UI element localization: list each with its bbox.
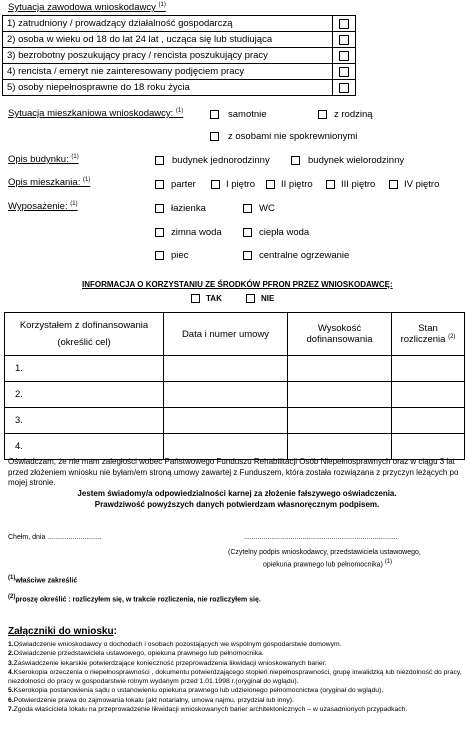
- funding-cell[interactable]: [288, 356, 392, 382]
- footnote-2: [8, 594, 261, 603]
- work-situation-checkbox[interactable]: [339, 19, 349, 29]
- funding-cell[interactable]: [392, 356, 465, 382]
- building-multi-label: budynek wielorodzinny: [308, 155, 405, 166]
- attachment-item: [8, 649, 468, 658]
- work-situation-checkbox-cell: [333, 32, 356, 48]
- work-situation-row: [3, 16, 356, 32]
- col-header-amount-line1: Wysokość: [317, 323, 362, 334]
- col-header-status-text: rozliczenia: [400, 334, 446, 346]
- pfron-no-checkbox[interactable]: [246, 294, 255, 303]
- footnote-ref: (1): [158, 2, 166, 8]
- work-situation-checkbox[interactable]: [339, 35, 349, 45]
- funding-table: [4, 312, 465, 460]
- funding-cell[interactable]: [164, 434, 288, 460]
- pfron-no-label: NIE: [261, 294, 275, 303]
- flat-floor1-label: I piętro: [226, 179, 256, 190]
- work-situation-row: [3, 48, 356, 64]
- footnote-ref: (1): [384, 559, 393, 565]
- attachment-text: Kserokopia orzeczenia o niepełnosprawności , dokumentu potwierdzającego stopień niepełnosprawności, grupę inwalidzką lub niezdolność do pracy, niezdolności do pracy w gospodarstwie rolnym wydanym przed 1.01.1998 r.(oryginał do wglądu).: [8, 668, 462, 686]
- equipment-label-text: Wyposażenie:: [8, 201, 68, 213]
- attachment-item: [8, 686, 468, 695]
- attachment-item: [8, 659, 468, 668]
- equip-heating-label: centralne ogrzewanie: [259, 250, 350, 261]
- flat-label-text: Opis mieszkania:: [8, 177, 81, 189]
- flat-floor4-checkbox[interactable]: [389, 180, 398, 189]
- footnote-ref: (1): [82, 177, 91, 183]
- signature-line: ...............................................................................: [244, 534, 398, 541]
- equip-bathroom-label: łazienka: [171, 203, 206, 214]
- equip-wc-label: WC: [259, 203, 275, 214]
- footnote-1: [8, 575, 77, 584]
- equip-hotwater-checkbox[interactable]: [243, 228, 252, 237]
- declaration-bold-1: Jestem świadomy/a odpowiedzialności karnej za złożenie fałszywego oświadczenia.: [77, 489, 397, 498]
- flat-floor3-checkbox[interactable]: [326, 180, 335, 189]
- footnote-2-marker: (2): [8, 594, 16, 600]
- footnote-1-marker: (1): [8, 575, 16, 581]
- funding-row-number-cell[interactable]: [5, 382, 164, 408]
- signature-caption-2: [263, 559, 392, 568]
- housing-alone-label: samotnie: [228, 109, 267, 120]
- funding-row-number-cell[interactable]: [5, 408, 164, 434]
- work-situation-row: [3, 80, 356, 96]
- work-situation-table: [2, 15, 356, 96]
- attachment-text: Zaświadczenie lekarskie potwierdzające konieczność przeprowadzenia likwidacji wnioskowanych barier.: [13, 659, 327, 667]
- housing-unrelated-checkbox[interactable]: [210, 132, 219, 141]
- attachment-text: Oświadczenie przedstawiciela ustawowego, opiekuna prawnego lub pełnomocnika.: [13, 650, 264, 658]
- attachments-title-text: Załączniki do wniosku: [8, 626, 114, 637]
- work-situation-checkbox-cell: [333, 80, 356, 96]
- funding-cell[interactable]: [164, 408, 288, 434]
- equip-stove-checkbox[interactable]: [155, 251, 164, 260]
- work-situation-title: [8, 2, 166, 13]
- funding-row-number-cell[interactable]: [5, 356, 164, 382]
- attachment-text: Oświadczenie wnioskodawcy o dochodach i osobach pozostających we wspólnym gospodarstwie domowym.: [13, 641, 342, 648]
- attachment-item: [8, 696, 468, 705]
- work-situation-option-label: 4) rencista / emeryt nie zainteresowany podjęciem pracy: [3, 64, 333, 80]
- pfron-yes-label: TAK: [206, 294, 222, 303]
- attachment-number: 4.: [8, 668, 14, 676]
- pfron-yes-checkbox[interactable]: [191, 294, 200, 303]
- footnote-1-text: właściwe zakreślić: [15, 577, 78, 585]
- declaration-text: Oświadczam, że nie mam zaległości wobec Państwowego Funduszu Rehabilitacji Osób Niepełnosprawnych oraz w ciągu 3 lat przed złożeniem wniosku nie byłam/em stroną umowy zawartej z Funduszem, która została rozwiązana z przyczyn leżących po mojej stronie.: [8, 457, 459, 487]
- col-header-purpose-line2: (określić cel): [57, 337, 111, 348]
- col-header-status-line2: [396, 334, 460, 345]
- work-situation-row: [3, 64, 356, 80]
- attachment-number: 7.: [8, 706, 14, 714]
- work-situation-checkbox[interactable]: [339, 83, 349, 93]
- attachment-number: 5.: [8, 687, 14, 695]
- funding-cell[interactable]: [392, 382, 465, 408]
- building-single-label: budynek jednorodzinny: [172, 155, 270, 166]
- flat-label: [8, 177, 90, 188]
- funding-row-number: 4.: [15, 441, 23, 452]
- funding-row-number: 3.: [15, 415, 23, 426]
- footnote-ref: (1): [175, 108, 184, 114]
- declaration-bold-2: Prawdziwość powyższych danych potwierdzam własnoręcznym podpisem.: [94, 500, 380, 509]
- housing-unrelated-label: z osobami nie spokrewnionymi: [228, 131, 358, 142]
- flat-floor2-label: II piętro: [281, 179, 313, 190]
- attachment-item: [8, 640, 468, 649]
- funding-cell[interactable]: [164, 382, 288, 408]
- housing-alone-checkbox[interactable]: [210, 110, 219, 119]
- equip-bathroom-checkbox[interactable]: [155, 204, 164, 213]
- attachment-number: 2.: [8, 650, 14, 658]
- work-situation-checkbox[interactable]: [339, 51, 349, 61]
- building-multi-checkbox[interactable]: [291, 156, 300, 165]
- funding-table-row: [5, 382, 465, 408]
- work-situation-title-text: Sytuacja zawodowa wnioskodawcy: [8, 2, 156, 14]
- col-header-amount-line2: dofinansowania: [306, 334, 373, 345]
- work-situation-checkbox-cell: [333, 48, 356, 64]
- funding-table-row: [5, 408, 465, 434]
- work-situation-row: [3, 32, 356, 48]
- funding-cell[interactable]: [288, 382, 392, 408]
- funding-cell[interactable]: [392, 408, 465, 434]
- attachment-number: 1.: [8, 641, 14, 648]
- work-situation-option-label: 1) zatrudniony / prowadzący działalność gospodarczą: [3, 16, 333, 32]
- flat-ground-checkbox[interactable]: [155, 180, 164, 189]
- col-header-purpose: [5, 313, 164, 356]
- attachment-item: [8, 668, 468, 687]
- building-label: [8, 154, 79, 165]
- attachment-number: 6.: [8, 696, 14, 704]
- flat-ground-label: parter: [171, 179, 196, 190]
- building-label-text: Opis budynku:: [8, 154, 69, 166]
- funding-row-number: 1.: [15, 363, 23, 374]
- signature-caption-1: (Czytelny podpis wnioskodawcy, przedstawiciela ustawowego,: [228, 549, 421, 556]
- col-header-status-line1: Stan: [418, 322, 438, 334]
- housing-label-text: Sytuacja mieszkaniowa wnioskodawcy:: [8, 108, 174, 120]
- signature-caption-2-text: opiekuna prawnego lub pełnomocnika): [263, 561, 383, 569]
- equip-heating-checkbox[interactable]: [243, 251, 252, 260]
- work-situation-option-label: 5) osoby niepełnosprawne do 18 roku życia: [3, 80, 333, 96]
- funding-cell[interactable]: [288, 434, 392, 460]
- pfron-info-title: INFORMACJA O KORZYSTANIU ZE ŚRODKÓW PFRON PRZEZ WNIOSKODAWCĘ:: [82, 280, 393, 289]
- place-date: Chełm, dnia ............................: [8, 534, 102, 541]
- equip-coldwater-checkbox[interactable]: [155, 228, 164, 237]
- equip-coldwater-label: zimna woda: [171, 227, 222, 238]
- attachment-item: [8, 705, 468, 714]
- work-situation-checkbox[interactable]: [339, 67, 349, 77]
- footnote-ref: (1): [71, 154, 79, 160]
- building-single-checkbox[interactable]: [155, 156, 164, 165]
- col-header-purpose-line1: Korzystałem z dofinansowania: [19, 320, 149, 331]
- equip-stove-label: piec: [171, 250, 189, 261]
- flat-floor2-checkbox[interactable]: [266, 180, 275, 189]
- attachments-title: [8, 626, 117, 637]
- equip-wc-checkbox[interactable]: [243, 204, 252, 213]
- funding-cell[interactable]: [392, 434, 465, 460]
- col-header-amount: [288, 313, 392, 356]
- flat-floor1-checkbox[interactable]: [211, 180, 220, 189]
- col-header-contract: Data i numer umowy: [164, 313, 288, 356]
- funding-table-row: [5, 434, 465, 460]
- funding-table-row: [5, 356, 465, 382]
- work-situation-checkbox-cell: [333, 64, 356, 80]
- housing-family-label: z rodziną: [334, 109, 373, 120]
- attachments-title-colon: :: [113, 626, 117, 637]
- col-header-status: [392, 313, 465, 356]
- attachment-text: Zgoda właściciela lokalu na przeprowadzenie likwidacji wnioskowanych barier architektonicznych – w uzasadnionych przypadkach.: [13, 706, 408, 714]
- flat-floor4-label: IV piętro: [404, 179, 440, 190]
- attachments-list: [8, 640, 468, 714]
- equipment-label: [8, 201, 78, 212]
- flat-floor3-label: III piętro: [341, 179, 376, 190]
- work-situation-checkbox-cell: [333, 16, 356, 32]
- attachment-text: Kserokopia postanowienia sądu o ustanowieniu opiekuna prawnego lub udzielonego pełnomocnictwa (oryginał do wglądu).: [13, 687, 384, 695]
- funding-cell[interactable]: [164, 356, 288, 382]
- work-situation-option-label: 3) bezrobotny poszukujący pracy / rencista poszukujący pracy: [3, 48, 333, 64]
- footnote-ref: (1): [70, 201, 78, 207]
- footnote-ref: (2): [448, 333, 456, 340]
- footnote-2-text: proszę określić : rozliczyłem się, w trakcie rozliczenia, nie rozliczyłem się.: [15, 596, 261, 604]
- attachment-number: 3.: [8, 659, 14, 667]
- attachment-text: Potwierdzenie prawa do zajmowania lokalu (akt notarialny, umowa najmu, przydział lub inny).: [13, 696, 294, 704]
- funding-row-number-cell[interactable]: [5, 434, 164, 460]
- work-situation-option-label: 2) osoba w wieku od 18 do lat 24 lat , ucząca się lub studiująca: [3, 32, 333, 48]
- housing-family-checkbox[interactable]: [318, 110, 327, 119]
- equip-hotwater-label: ciepła woda: [259, 227, 310, 238]
- housing-label: [8, 108, 183, 119]
- funding-row-number: 2.: [15, 389, 23, 400]
- funding-cell[interactable]: [288, 408, 392, 434]
